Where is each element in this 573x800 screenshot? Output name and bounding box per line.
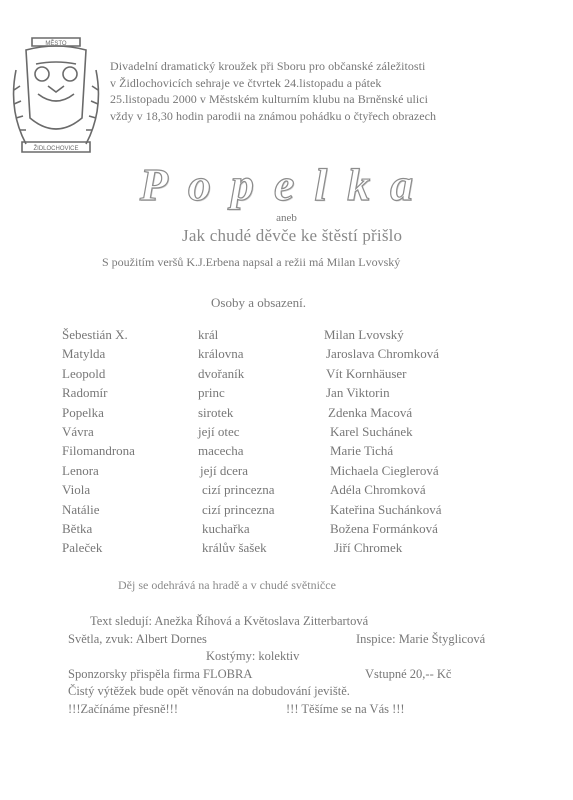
cast-actor: Zdenka Macová xyxy=(328,404,413,420)
cast-row xyxy=(62,540,562,559)
cast-desc: macecha xyxy=(198,443,244,459)
cast-actor: Jiří Chromek xyxy=(334,540,403,556)
authorship-note: S použitím veršů K.J.Erbena napsal a režii má Milan Lvovský xyxy=(102,255,401,269)
cast-desc: její otec xyxy=(198,423,240,439)
cast-role: Vávra xyxy=(62,423,94,439)
lights-credit: Světla, zvuk: Albert Dornes xyxy=(68,631,207,646)
inspice-credit: Inspice: Marie Štyglicová xyxy=(356,631,486,646)
cast-row xyxy=(62,366,562,385)
prompter-credit: Text sledují: Anežka Říhová a Květoslava Zitterbartová xyxy=(90,614,369,628)
cast-actor: Kateřina Suchánková xyxy=(330,501,442,517)
cast-row xyxy=(62,346,562,365)
cast-actor: Marie Tichá xyxy=(330,443,394,459)
cast-actor: Jaroslava Chromková xyxy=(326,346,440,362)
prompter-line xyxy=(68,614,568,632)
cast-desc: cizí princezna xyxy=(202,482,275,498)
cast-desc: kuchařka xyxy=(202,520,250,536)
cast-desc: dvořaník xyxy=(198,365,245,381)
cast-row xyxy=(62,482,562,501)
cast-role: Radomír xyxy=(62,385,108,401)
cast-actor: Adéla Chromková xyxy=(330,482,426,498)
cast-role: Viola xyxy=(62,482,91,498)
cast-list xyxy=(62,327,562,560)
cast-row xyxy=(62,443,562,462)
welcome-note: !!! Těšíme se na Vás !!! xyxy=(286,701,405,716)
cast-role: Bětka xyxy=(62,520,93,536)
cast-row xyxy=(62,463,562,482)
emblem-top-text: MĚSTO xyxy=(45,41,67,47)
credits xyxy=(68,614,568,719)
cast-role: Popelka xyxy=(62,404,104,420)
cast-desc: král xyxy=(198,327,219,342)
cast-row xyxy=(62,502,562,521)
cast-role: Filomandrona xyxy=(62,443,135,459)
cast-desc: králův šašek xyxy=(202,540,267,556)
costumes-line xyxy=(68,649,568,667)
start-note: !!!Začínáme přesně!!! xyxy=(68,701,178,716)
cast-actor: Milan Lvovský xyxy=(324,327,404,342)
cast-role: Lenora xyxy=(62,462,99,478)
cast-desc: princ xyxy=(198,385,225,401)
cast-actor: Michaela Cieglerová xyxy=(330,462,439,478)
cast-actor: Karel Suchánek xyxy=(330,423,413,439)
cast-role: Matylda xyxy=(62,346,106,362)
cast-desc: její dcera xyxy=(200,462,248,478)
cast-desc: sirotek xyxy=(198,404,234,420)
cast-row xyxy=(62,424,562,443)
cast-actor: Jan Viktorin xyxy=(326,385,390,401)
cast-desc: cizí princezna xyxy=(202,501,275,517)
title-conjunction: aneb xyxy=(276,212,297,224)
cast-role: Paleček xyxy=(62,540,103,556)
play-title: Popelka xyxy=(139,159,434,210)
entry-fee: Vstupné 20,-- Kč xyxy=(365,666,452,681)
setting-note: Děj se odehrává na hradě a v chudé světničce xyxy=(118,578,336,592)
sponsor-line xyxy=(68,667,568,685)
cast-row xyxy=(62,385,562,404)
cast-role: Leopold xyxy=(62,365,106,381)
cast-row xyxy=(62,521,562,540)
proceeds-note: Čistý výtěžek bude opět věnován na dobudování jeviště. xyxy=(68,684,350,698)
costumes-credit: Kostýmy: kolektiv xyxy=(206,649,300,663)
play-subtitle: Jak chudé děvče ke štěstí přišlo xyxy=(182,226,403,245)
intro-line: Divadelní dramatický kroužek při Sboru pro občanské záležitosti xyxy=(110,59,426,73)
cast-desc: královna xyxy=(198,346,244,362)
cast-actor: Božena Formánková xyxy=(330,520,438,536)
intro-line: vždy v 18,30 hodin parodii na známou pohádku o čtyřech obrazech xyxy=(110,108,437,123)
cast-role: Natálie xyxy=(62,501,100,517)
town-emblem xyxy=(8,30,104,165)
intro-line: v Židlochovicích sehraje ve čtvrtek 24.listopadu a pátek xyxy=(110,75,382,90)
proceeds-line xyxy=(68,684,568,702)
intro-text xyxy=(110,58,570,124)
tech-line xyxy=(68,632,568,650)
sponsor-credit: Sponzorsky přispěla firma FLOBRA xyxy=(68,666,253,681)
closing-line xyxy=(68,702,568,720)
cast-heading: Osoby a obsazení. xyxy=(211,295,306,310)
emblem-bottom-text: ŽIDLOCHOVICE xyxy=(33,146,79,152)
cast-role: Šebestián X. xyxy=(62,327,128,342)
cast-row xyxy=(62,327,562,346)
cast-row xyxy=(62,405,562,424)
cast-actor: Vít Kornhäuser xyxy=(326,365,407,381)
intro-line: 25.listopadu 2000 v Městském kulturním klubu na Brněnské ulici xyxy=(110,92,429,106)
